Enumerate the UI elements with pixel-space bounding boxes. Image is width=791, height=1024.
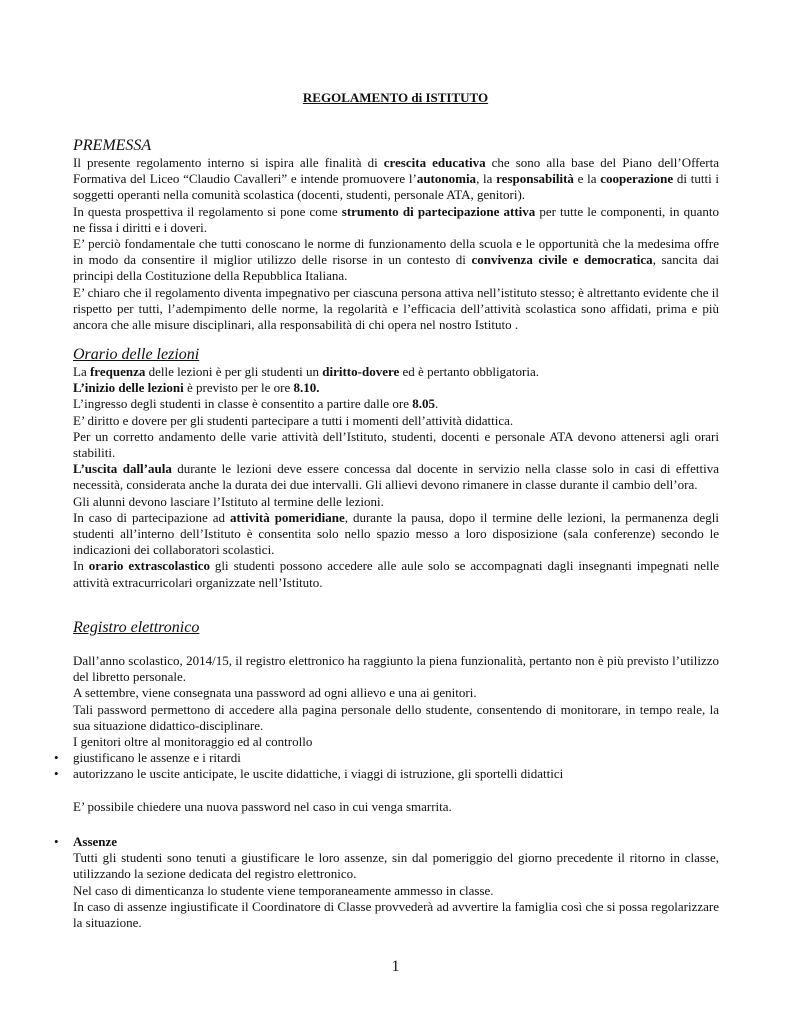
section-premessa [73, 137, 719, 333]
registro-paragraph-1: Dall’anno scolastico, 2014/15, il registro elettronico ha raggiunto la piena funzionalità, pertanto non è più previsto l’utilizzo del libretto personale. [73, 653, 719, 685]
registro-paragraph-3: Tali password permettono di accedere alla pagina personale dello studente, consentendo di monitorare, in tempo reale, la sua situazione didattico-disciplinare. [73, 701, 719, 733]
registro-paragraph-2: A settembre, viene consegnata una password ad ogni allievo e una ai genitori. [73, 685, 477, 701]
orario-paragraph-6: L’uscita dall’aula durante le lezioni deve essere concessa dal docente in servizio nella classe solo in casi di effettiva necessità, considerata anche la durata dei due intervalli. Gli allievi devono rimanere in classe durante il cambio dell’ora. [73, 461, 719, 493]
section-registro [73, 619, 719, 815]
registro-paragraph-5: E’ possibile chiedere una nuova password nel caso in cui venga smarrita. [73, 798, 452, 814]
premessa-paragraph-3: E’ perciò fondamentale che tutti conoscano le norme di funzionamento della scuola e le opportunità che la medesima offre in modo da consentire il miglior utilizzo delle risorse in un contesto di convivenza civile e democratica, sancita dai principi della Costituzione della Repubblica Italiana. [73, 236, 719, 284]
orario-paragraph-3: L’ingresso degli studenti in classe è consentito a partire dalle ore 8.05. [73, 396, 439, 412]
assenze-paragraph-2: Nel caso di dimenticanza lo studente viene temporaneamente ammesso in classe. [73, 882, 494, 898]
orario-paragraph-2: L’inizio delle lezioni è previsto per le ore 8.10. [73, 380, 320, 396]
heading-registro: Registro elettronico [73, 619, 200, 636]
assenze-paragraph-3: In caso di assenze ingiustificate il Coordinatore di Classe provvederà ad avvertire la famiglia così che si possa regolarizzare la situazione. [73, 898, 719, 931]
list-item [73, 834, 719, 931]
heading-premessa: PREMESSA [73, 137, 152, 154]
section-orario [73, 346, 719, 591]
assenze-paragraph-1: Tutti gli studenti sono tenuti a giustificare le loro assenze, sin dal pomeriggio del giorno precedente il ritorno in classe, utilizzando la sezione dedicata del registro elettronico. [73, 850, 719, 882]
page-number: 1 [391, 958, 400, 975]
heading-orario: Orario delle lezioni [73, 346, 200, 363]
registro-paragraph-4: I genitori oltre al monitoraggio ed al controllo [73, 734, 313, 750]
list-item: • autorizzano le uscite anticipate, le uscite didattiche, i viaggi di istruzione, gli sportelli didattici [73, 766, 719, 782]
orario-paragraph-7: Gli alunni devono lasciare l’Istituto al termine delle lezioni. [73, 493, 384, 509]
section-assenze [73, 834, 719, 931]
premessa-paragraph-2: In questa prospettiva il regolamento si pone come strumento di partecipazione attiva per tutte le componenti, in quanto ne fissa i diritti e i doveri. [73, 203, 719, 235]
orario-paragraph-1: La frequenza delle lezioni è per gli studenti un diritto-dovere ed è pertanto obbligatoria. [73, 364, 539, 379]
registro-bullet-list [73, 750, 719, 782]
orario-paragraph-9: In orario extrascolastico gli studenti possono accedere alle aule solo se accompagnati dagli insegnanti impegnati nelle attività extracurricolari organizzate nell’Istituto. [73, 558, 719, 590]
assenze-heading: Assenze [73, 834, 118, 849]
assenze-list [73, 834, 719, 931]
premessa-paragraph-4: E’ chiaro che il regolamento diventa impegnativo per ciascuna persona attiva nell’istituto stesso; è altrettanto evidente che il rispetto per tutti, l’adempimento delle norme, la regolarità e l’efficacia dell’attività scolastica sono affidati, prima e più ancora che alle misure disciplinari, alla responsabilità di chi opera nel nostro Istituto . [73, 284, 719, 333]
list-item: • giustificano le assenze e i ritardi [73, 750, 719, 766]
orario-paragraph-4: E’ diritto e dovere per gli studenti partecipare a tutti i momenti dell’attività didattica. [73, 412, 514, 428]
orario-paragraph-8: In caso di partecipazione ad attività pomeridiane, durante la pausa, dopo il termine delle lezioni, la permanenza degli studenti all’interno dell’Istituto è consentita solo nello spazio messo a loro disposizione (sala conferenze) secondo le indicazioni dei collaboratori scolastici. [73, 509, 719, 558]
orario-paragraph-5: Per un corretto andamento delle varie attività dell’Istituto, studenti, docenti e personale ATA devono attenersi agli orari stabiliti. [73, 428, 719, 461]
premessa-paragraph-1: Il presente regolamento interno si ispira alle finalità di crescita educativa che sono alla base del Piano dell’Offerta Formativa del Liceo “Claudio Cavalleri” e intende promuovere l’autonomia, la responsabilità e la cooperazione di tutti i soggetti operanti nella comunità scolastica (docenti, studenti, personale ATA, genitori). [73, 155, 720, 203]
document-title: REGOLAMENTO di ISTITUTO [302, 90, 489, 105]
